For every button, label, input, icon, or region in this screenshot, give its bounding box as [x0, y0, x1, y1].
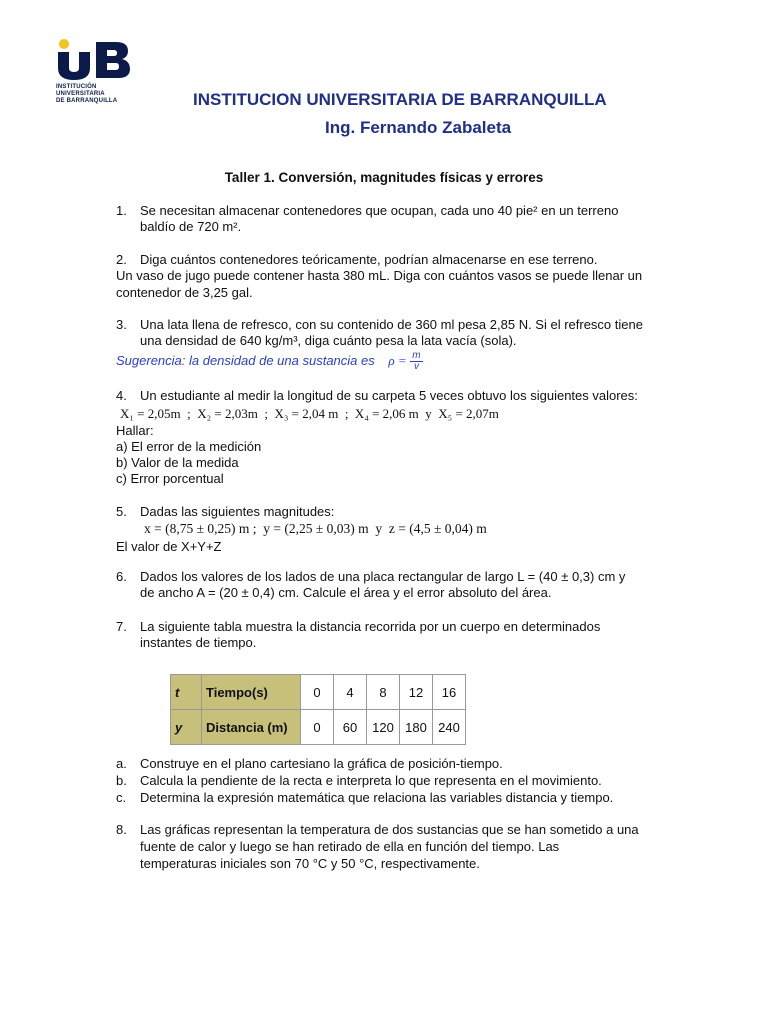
q1-number: 1. [116, 203, 127, 218]
q7-item-c-text: Determina la expresión matemática que relaciona las variables distancia y tiempo. [140, 790, 614, 805]
q4-item-c: c) Error porcentual [116, 471, 224, 486]
table-header-cell: Tiempo(s) [202, 675, 301, 710]
q1-line1: Se necesitan almacenar contenedores que ocupan, cada uno 40 pie² en un terreno [140, 203, 619, 218]
q7-number: 7. [116, 619, 127, 634]
q6-line2: de ancho A = (20 ± 0,4) cm. Calcule el área y el error absoluto del área. [140, 585, 552, 600]
table-cell: 60 [334, 710, 367, 745]
q8-number: 8. [116, 822, 127, 837]
table-cell: 120 [367, 710, 400, 745]
q4-item-b: b) Valor de la medida [116, 455, 239, 470]
q3-line2: una densidad de 640 kg/m³, diga cuánto pesa la lata vacía (sola). [140, 333, 517, 348]
q7-item-b-text: Calcula la pendiente de la recta e interpreta lo que representa en el movimiento. [140, 773, 602, 788]
q7-line2: instantes de tiempo. [140, 635, 257, 650]
q7-item-b-letter: b. [116, 773, 127, 788]
density-formula-denominator: v [413, 361, 419, 372]
q7-item-a-letter: a. [116, 756, 127, 771]
q3-hint-text: Sugerencia: la densidad de una sustancia es [116, 352, 375, 368]
q8-line2: fuente de calor y luego se han retirado de ella en función del tiempo. Las [140, 839, 560, 854]
institution-title: INSTITUCION UNIVERSITARIA DE BARRANQUILLA [193, 90, 607, 109]
q3-number: 3. [116, 317, 127, 332]
table-row [171, 675, 466, 710]
density-formula-lhs: ρ = [388, 352, 407, 368]
table-cell: 0 [301, 675, 334, 710]
q6-number: 6. [116, 569, 127, 584]
time-distance-table [170, 674, 466, 745]
q7-item-c-letter: c. [116, 790, 127, 805]
q4-item-a: a) El error de la medición [116, 439, 262, 454]
q2-number: 2. [116, 252, 127, 267]
table-cell: 180 [400, 710, 433, 745]
table-cell: 4 [334, 675, 367, 710]
density-formula-numerator: m [412, 350, 421, 361]
q2-line1: Diga cuántos contenedores teóricamente, podrían almacenarse en ese terreno. [140, 252, 598, 267]
q3-line1: Una lata llena de refresco, con su contenido de 360 ml pesa 2,85 N. Si el refresco tiene [140, 317, 643, 332]
table-cell: 12 [400, 675, 433, 710]
ub-logo-text: INSTITUCIÓN UNIVERSITARIA DE BARRANQUILLA [56, 84, 118, 104]
q7-line1: La siguiente tabla muestra la distancia recorrida por un cuerpo en determinados [140, 619, 601, 634]
q7-item-a-text: Construye en el plano cartesiano la gráfica de posición-tiempo. [140, 756, 503, 771]
q3-hint [116, 351, 423, 372]
table-cell: 16 [433, 675, 466, 710]
q4-values: X₁ = 2,05m ; X₂ = 2,03m ; X₃ = 2,04 m ; X₄ = 2,06 m y X₅ = 2,07m [120, 406, 499, 421]
q2-line2: Un vaso de jugo puede contener hasta 380 mL. Diga con cuántos vasos se puede llenar un [116, 268, 643, 283]
q5-line3: El valor de X+Y+Z [116, 539, 222, 554]
table-var-cell: t [171, 675, 202, 710]
q2-line3: contenedor de 3,25 gal. [116, 285, 253, 300]
q5-values: x = (8,75 ± 0,25) m ; y = (2,25 ± 0,03) m y z = (4,5 ± 0,04) m [144, 521, 487, 536]
table-cell: 8 [367, 675, 400, 710]
q4-line1: Un estudiante al medir la longitud de su carpeta 5 veces obtuvo los siguientes valores: [140, 388, 638, 403]
density-formula-fraction [410, 351, 422, 372]
q6-line1: Dados los valores de los lados de una placa rectangular de largo L = (40 ± 0,3) cm y [140, 569, 626, 584]
q1-line2: baldío de 720 m². [140, 219, 242, 234]
table-header-cell: Distancia (m) [202, 710, 301, 745]
table-cell: 0 [301, 710, 334, 745]
q4-number: 4. [116, 388, 127, 403]
table-var-cell: y [171, 710, 202, 745]
table-cell: 240 [433, 710, 466, 745]
q8-line3: temperaturas iniciales son 70 °C y 50 °C, respectivamente. [140, 856, 480, 871]
q5-line1: Dadas las siguientes magnitudes: [140, 504, 335, 519]
workshop-title: Taller 1. Conversión, magnitudes físicas y errores [224, 170, 544, 185]
q4-find: Hallar: [116, 423, 154, 438]
q5-number: 5. [116, 504, 127, 519]
ub-logo-mark [56, 38, 140, 82]
table-row [171, 710, 466, 745]
q8-line1: Las gráficas representan la temperatura de dos sustancias que se han sometido a una [140, 822, 639, 837]
professor-name: Ing. Fernando Zabaleta [325, 118, 512, 137]
ub-logo [56, 38, 140, 110]
